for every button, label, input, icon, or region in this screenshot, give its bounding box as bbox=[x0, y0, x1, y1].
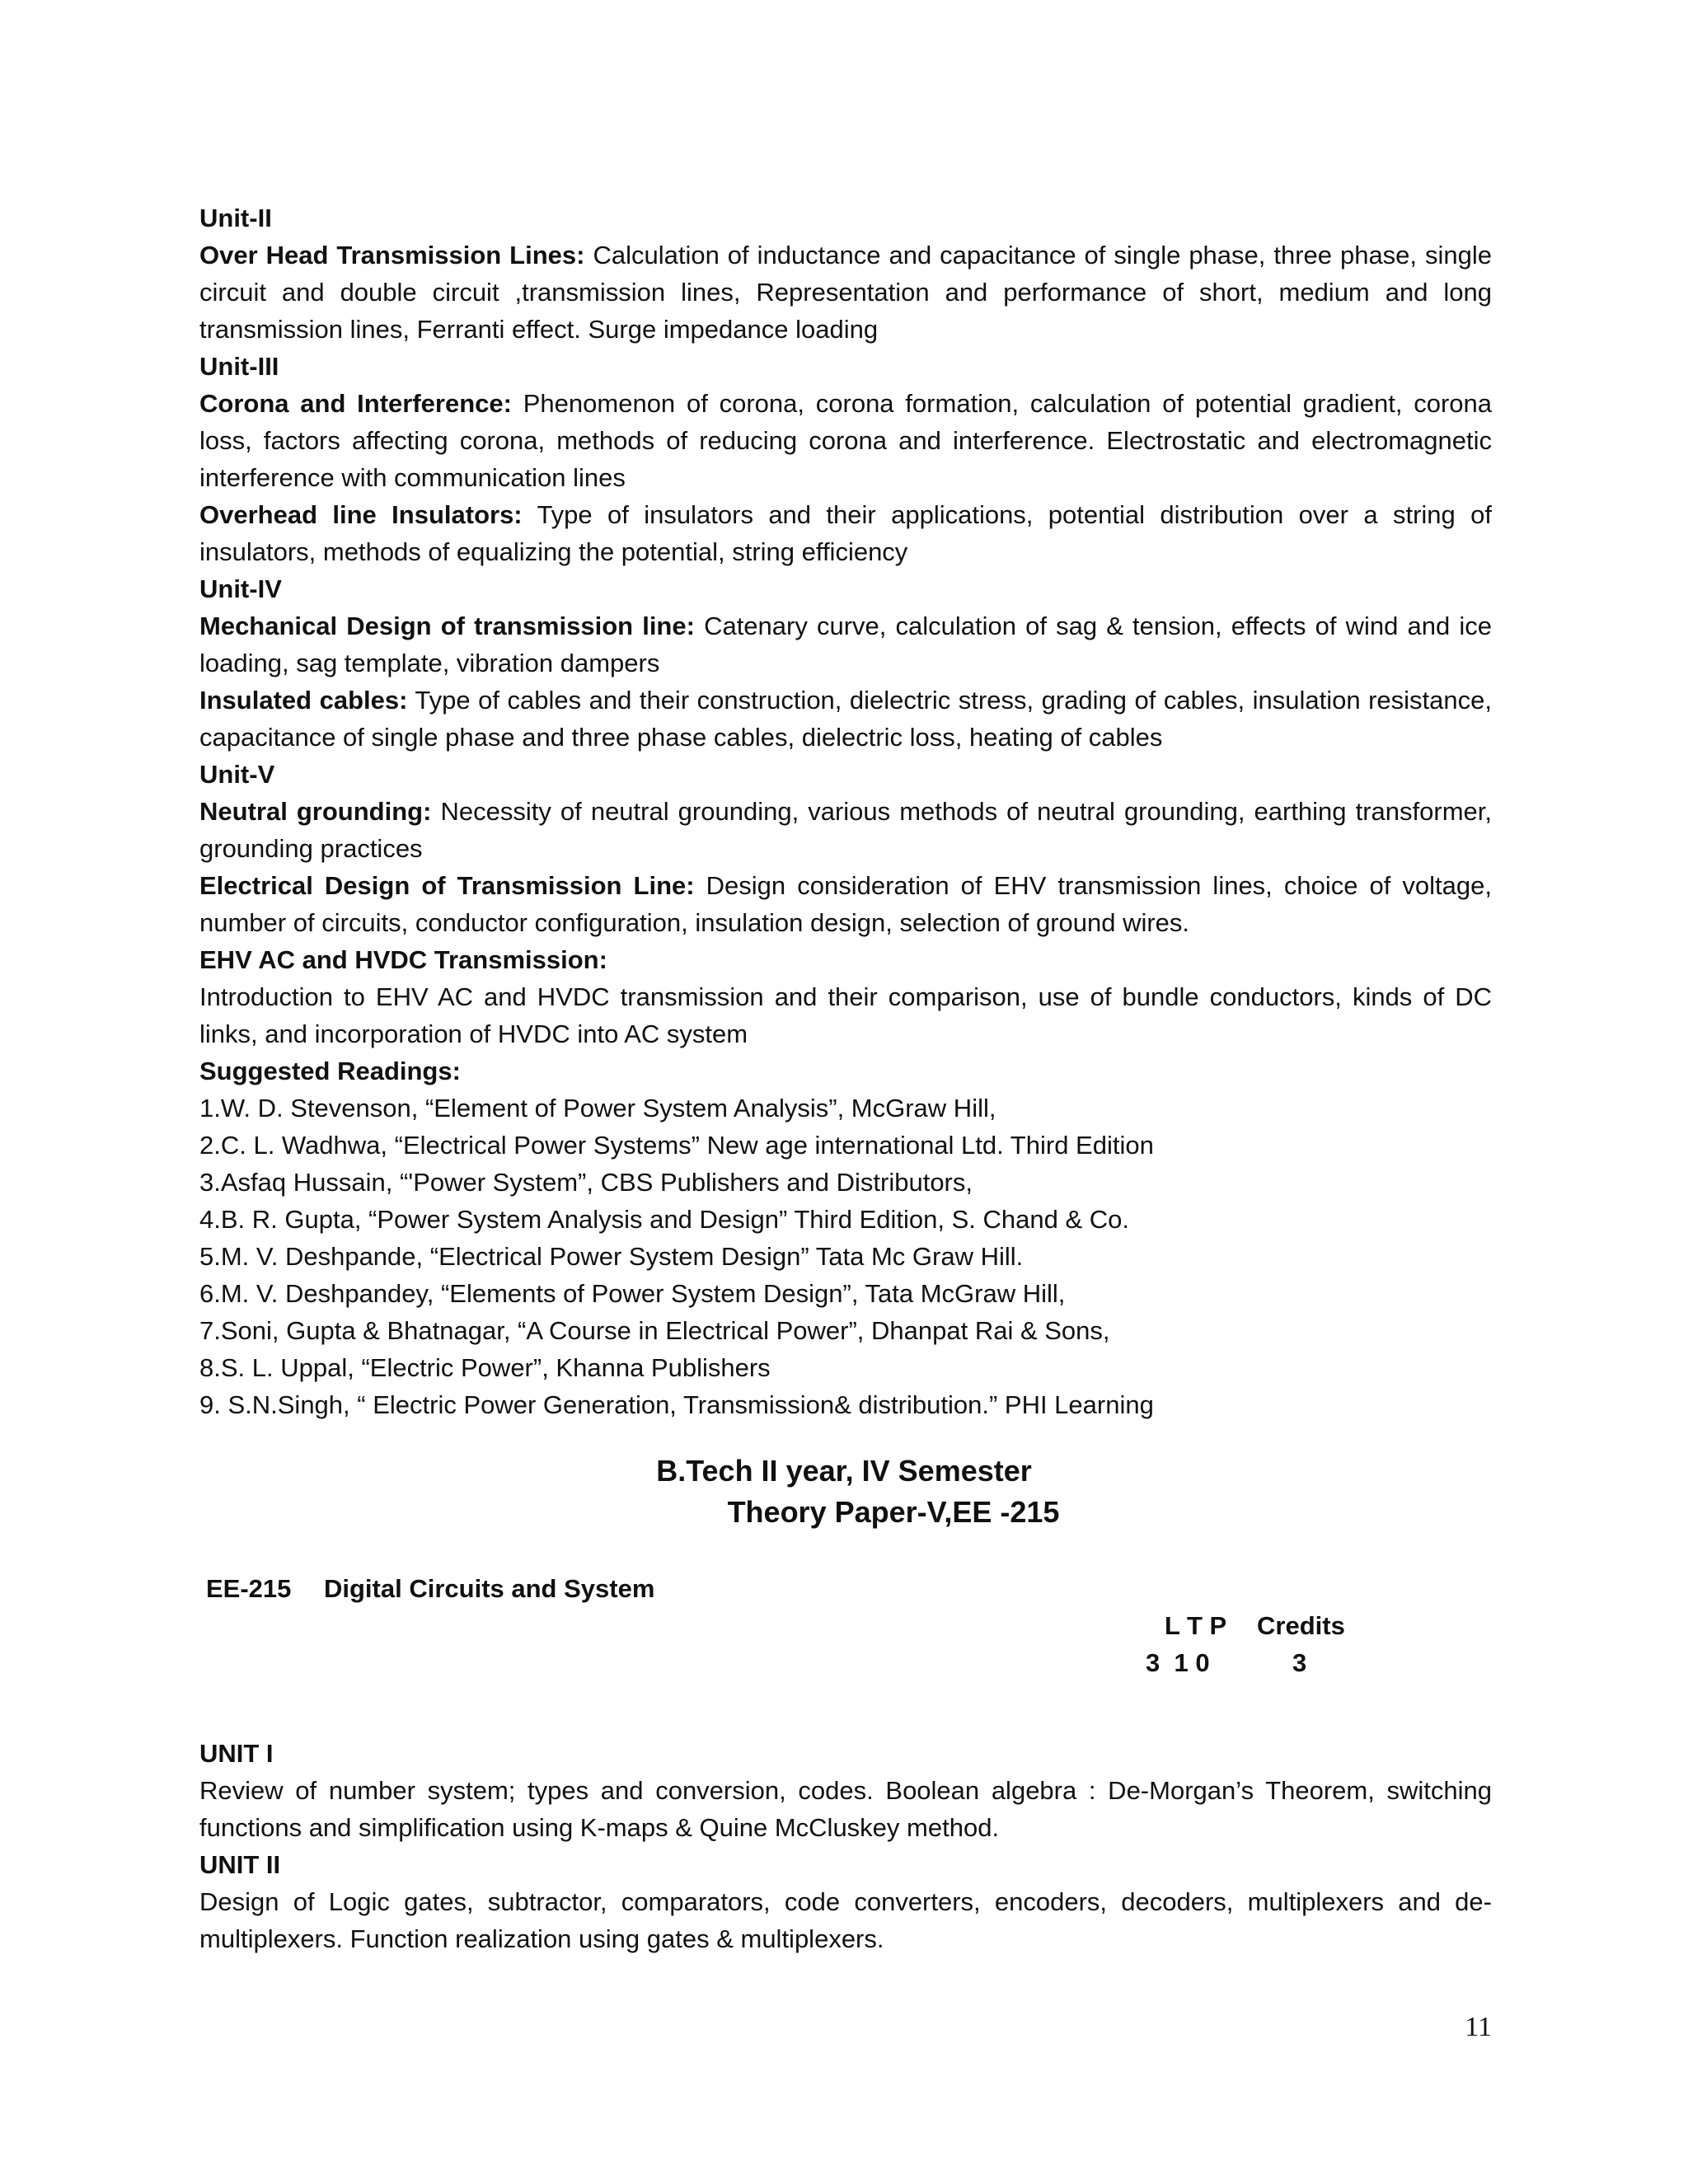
electrical-design-paragraph bbox=[199, 867, 1492, 941]
digital-unit-1-heading: UNIT I bbox=[199, 1739, 274, 1768]
neutral-grounding-lead: Neutral grounding: bbox=[199, 797, 432, 826]
reading-item: 7.Soni, Gupta & Bhatnagar, “A Course in Electrical Power”, Dhanpat Rai & Sons, bbox=[199, 1316, 1110, 1345]
reading-item: 5.M. V. Deshpande, “Electrical Power System Design” Tata Mc Graw Hill. bbox=[199, 1242, 1024, 1271]
mechanical-design-lead: Mechanical Design of transmission line: bbox=[199, 612, 695, 640]
insulators-text: Type of insulators and their applications, potential distribution over a string of insulators, methods of equalizing the potential, string efficiency bbox=[199, 500, 1492, 566]
overhead-transmission-lead: Over Head Transmission Lines: bbox=[199, 241, 585, 269]
reading-item: 3.Asfaq Hussain, “'Power System”, CBS Publishers and Distributors, bbox=[199, 1168, 973, 1197]
reading-list bbox=[199, 1090, 1492, 1423]
digital-unit-2-text: Design of Logic gates, subtractor, comparators, code converters, encoders, decoders, multiplexers and de-multiplexers. Function realization using gates & multiplexers. bbox=[199, 1887, 1492, 1953]
unit-5-heading: Unit-V bbox=[199, 760, 275, 789]
ehv-heading: EHV AC and HVDC Transmission: bbox=[199, 945, 607, 974]
ehv-paragraph: Introduction to EHV AC and HVDC transmission and their comparison, use of bundle conductors, kinds of DC links, and incorporation of HVDC into AC system bbox=[199, 982, 1492, 1048]
credits-label: Credits bbox=[1257, 1611, 1345, 1640]
ltp-value: 3 1 0 bbox=[1146, 1648, 1210, 1677]
digital-unit-1-text: Review of number system; types and conversion, codes. Boolean algebra : De-Morgan’s Theorem, switching functions and simplification using K-maps & Quine McCluskey method. bbox=[199, 1776, 1492, 1842]
insulators-paragraph bbox=[199, 496, 1492, 570]
neutral-grounding-paragraph bbox=[199, 793, 1492, 867]
paper-title-line-1: B.Tech II year, IV Semester bbox=[656, 1454, 1032, 1488]
mechanical-design-paragraph bbox=[199, 607, 1492, 682]
corona-paragraph bbox=[199, 385, 1492, 496]
ltp-label: L T P bbox=[1165, 1611, 1227, 1640]
overhead-transmission-paragraph bbox=[199, 237, 1492, 348]
page-number: 11 bbox=[1465, 2012, 1492, 2042]
digital-circuits-body bbox=[199, 1735, 1492, 1957]
reading-item: 1.W. D. Stevenson, “Element of Power System Analysis”, McGraw Hill, bbox=[199, 1094, 996, 1122]
reading-item: 9. S.N.Singh, “ Electric Power Generation, Transmission& distribution.” PHI Learning bbox=[199, 1390, 1154, 1419]
reading-item: 2.C. L. Wadhwa, “Electrical Power Systems” New age international Ltd. Third Edition bbox=[199, 1131, 1154, 1160]
credits-value: 3 bbox=[1292, 1648, 1307, 1677]
insulated-cables-text: Type of cables and their construction, dielectric stress, grading of cables, insulation resistance, capacitance of single phase and three phase cables, dielectric loss, heating of cables bbox=[199, 686, 1492, 752]
reading-item: 8.S. L. Uppal, “Electric Power”, Khanna Publishers bbox=[199, 1353, 771, 1382]
paper-title-line-2: Theory Paper-V,EE -215 bbox=[727, 1495, 1060, 1529]
corona-lead: Corona and Interference: bbox=[199, 389, 512, 418]
reading-item: 6.M. V. Deshpandey, “Elements of Power System Design”, Tata McGraw Hill, bbox=[199, 1279, 1066, 1308]
corona-text: Phenomenon of corona, corona formation, calculation of potential gradient, corona loss, factors affecting corona, methods of reducing corona and interference. Electrostatic and electromagnetic interference with communication lines bbox=[199, 389, 1493, 492]
unit-3-heading: Unit-III bbox=[199, 352, 279, 381]
electrical-design-lead: Electrical Design of Transmission Line: bbox=[199, 871, 695, 900]
insulated-cables-paragraph bbox=[199, 682, 1492, 756]
course-code: EE-215 bbox=[206, 1574, 292, 1603]
syllabus-body bbox=[199, 199, 1492, 1423]
suggested-readings-heading: Suggested Readings: bbox=[199, 1057, 461, 1085]
unit-4-heading: Unit-IV bbox=[199, 574, 282, 603]
reading-item: 4.B. R. Gupta, “Power System Analysis and Design” Third Edition, S. Chand & Co. bbox=[199, 1205, 1130, 1234]
course-name: Digital Circuits and System bbox=[324, 1574, 655, 1603]
insulators-lead: Overhead line Insulators: bbox=[199, 500, 523, 529]
unit-2-heading: Unit-II bbox=[199, 204, 272, 232]
neutral-grounding-text: Necessity of neutral grounding, various methods of neutral grounding, earthing transformer, grounding practices bbox=[199, 797, 1492, 863]
overhead-transmission-text: Calculation of inductance and capacitance of single phase, three phase, single circuit and double circuit ,transmission lines, Representation and performance of short, medium and long transmission lines, Ferranti effect. Surge impedance loading bbox=[199, 241, 1492, 344]
mechanical-design-text: Catenary curve, calculation of sag & tension, effects of wind and ice loading, sag template, vibration dampers bbox=[199, 612, 1492, 677]
digital-unit-2-heading: UNIT II bbox=[199, 1850, 281, 1879]
insulated-cables-lead: Insulated cables: bbox=[199, 686, 408, 715]
electrical-design-text: Design consideration of EHV transmission lines, choice of voltage, number of circuits, conductor configuration, insulation design, selection of ground wires. bbox=[199, 871, 1493, 937]
